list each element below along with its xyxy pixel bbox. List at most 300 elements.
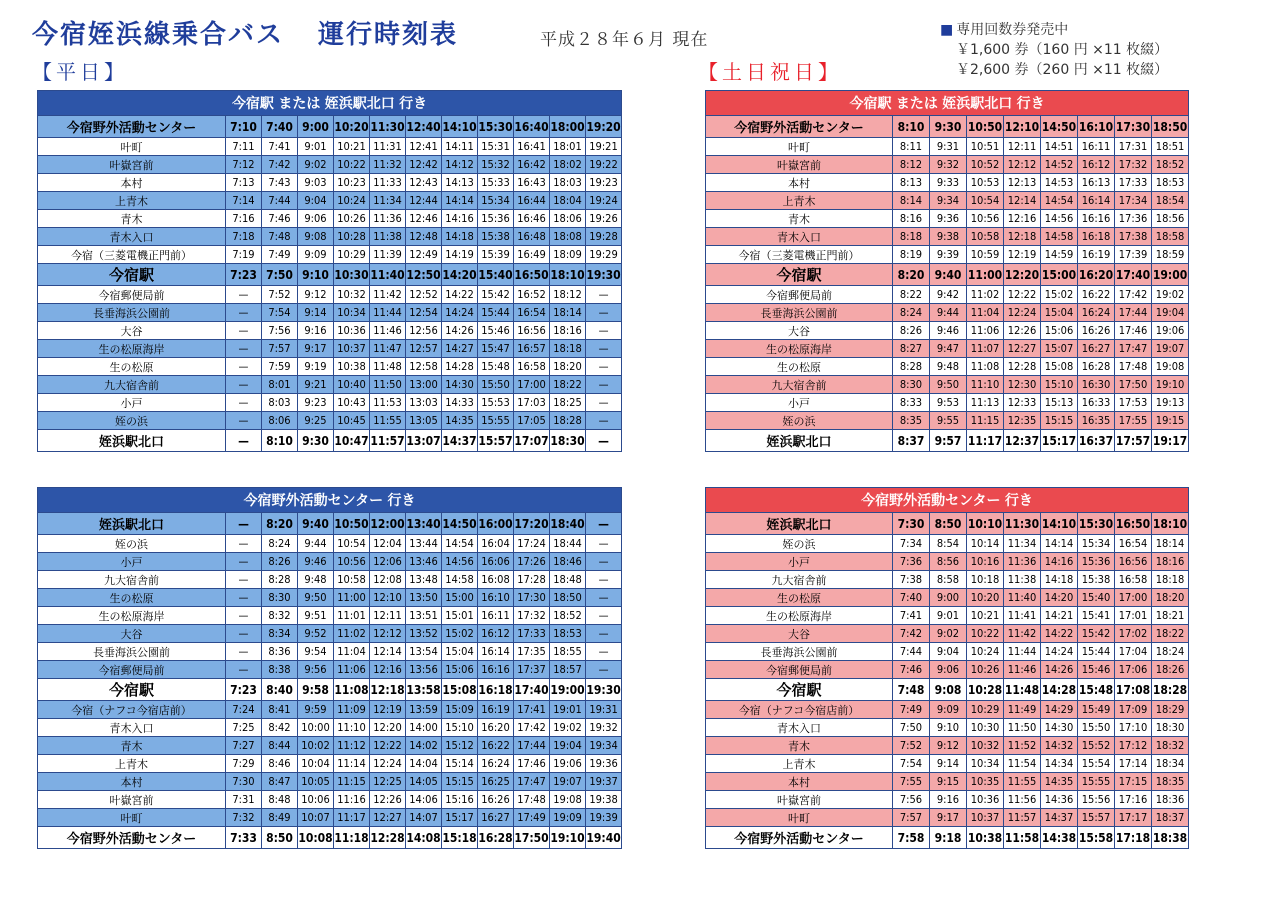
departure-time: 15:30: [1078, 513, 1115, 535]
timetable-row: [38, 210, 622, 228]
departure-time: 12:20: [370, 719, 406, 737]
departure-time: 18:48: [550, 571, 586, 589]
departure-time: —: [586, 340, 622, 358]
stop-name: 今宿駅: [38, 264, 226, 286]
timetable-row: [38, 701, 622, 719]
departure-time: 9:50: [930, 376, 967, 394]
stop-name: 生の松原: [38, 589, 226, 607]
departure-time: 15:55: [1078, 773, 1115, 791]
departure-time: 11:08: [334, 679, 370, 701]
departure-time: 8:28: [893, 358, 930, 376]
departure-time: 18:37: [1152, 809, 1189, 827]
departure-time: 18:10: [550, 264, 586, 286]
departure-time: 7:52: [893, 737, 930, 755]
departure-time: 7:48: [262, 228, 298, 246]
timetable-row: [706, 322, 1189, 340]
departure-time: 18:26: [1152, 661, 1189, 679]
departure-time: 14:54: [1041, 192, 1078, 210]
direction-header: 今宿駅 または 姪浜駅北口 行き: [706, 91, 1189, 116]
departure-time: 9:02: [930, 625, 967, 643]
departure-time: 7:54: [262, 304, 298, 322]
departure-time: 16:41: [514, 138, 550, 156]
departure-time: 18:38: [1152, 827, 1189, 849]
departure-time: 17:09: [1115, 701, 1152, 719]
departure-time: 15:41: [1078, 607, 1115, 625]
departure-time: 11:34: [1004, 535, 1041, 553]
page-title: [32, 14, 458, 51]
departure-time: 9:14: [298, 304, 334, 322]
weekday-label: 【平日】: [32, 60, 128, 84]
departure-time: 16:10: [478, 589, 514, 607]
departure-time: 9:30: [930, 116, 967, 138]
timetable-row: [38, 116, 622, 138]
departure-time: —: [226, 412, 262, 430]
timetable-row: [38, 304, 622, 322]
departure-time: 17:08: [1115, 679, 1152, 701]
departure-time: 16:33: [1078, 394, 1115, 412]
departure-time: 10:00: [298, 719, 334, 737]
departure-time: 17:32: [1115, 156, 1152, 174]
departure-time: 16:18: [478, 679, 514, 701]
departure-time: 13:40: [406, 513, 442, 535]
departure-time: 8:46: [262, 755, 298, 773]
stop-name: 今宿（ナフコ今宿店前）: [706, 701, 893, 719]
departure-time: 13:52: [406, 625, 442, 643]
departure-time: 11:57: [370, 430, 406, 452]
ticket-price-1: ￥1,600 券（160 円 ×11 枚綴）: [956, 42, 1169, 58]
departure-time: 11:42: [1004, 625, 1041, 643]
departure-time: 15:46: [1078, 661, 1115, 679]
departure-time: 12:24: [1004, 304, 1041, 322]
timetable-row: [706, 719, 1189, 737]
departure-time: 15:17: [442, 809, 478, 827]
departure-time: 19:24: [586, 192, 622, 210]
departure-time: 18:54: [1152, 192, 1189, 210]
departure-time: 8:42: [262, 719, 298, 737]
ticket-price-2: ￥2,600 券（260 円 ×11 枚綴）: [956, 62, 1169, 78]
departure-time: 9:01: [930, 607, 967, 625]
departure-time: 13:48: [406, 571, 442, 589]
timetable-row: [706, 535, 1189, 553]
departure-time: 15:34: [1078, 535, 1115, 553]
departure-time: 19:34: [586, 737, 622, 755]
departure-time: 17:30: [1115, 116, 1152, 138]
departure-time: 10:23: [334, 174, 370, 192]
departure-time: 9:57: [930, 430, 967, 452]
departure-time: —: [586, 412, 622, 430]
departure-time: 9:15: [930, 773, 967, 791]
departure-time: 17:06: [1115, 661, 1152, 679]
departure-time: 16:22: [1078, 286, 1115, 304]
departure-time: 17:01: [1115, 607, 1152, 625]
departure-time: 17:24: [514, 535, 550, 553]
stop-name: 長垂海浜公園前: [706, 304, 893, 322]
departure-time: —: [226, 661, 262, 679]
departure-time: 15:42: [478, 286, 514, 304]
departure-time: 16:58: [1115, 571, 1152, 589]
departure-time: 19:04: [550, 737, 586, 755]
departure-time: 15:13: [1041, 394, 1078, 412]
departure-time: 18:24: [1152, 643, 1189, 661]
departure-time: 7:41: [262, 138, 298, 156]
timetable-row: [706, 607, 1189, 625]
departure-time: —: [226, 430, 262, 452]
departure-time: 16:16: [478, 661, 514, 679]
departure-time: 7:46: [262, 210, 298, 228]
departure-time: 17:49: [514, 809, 550, 827]
departure-time: 8:40: [262, 679, 298, 701]
departure-time: 12:19: [370, 701, 406, 719]
departure-time: 18:14: [1152, 535, 1189, 553]
departure-time: 17:46: [514, 755, 550, 773]
departure-time: 19:30: [586, 264, 622, 286]
departure-time: —: [586, 322, 622, 340]
departure-time: 11:38: [370, 228, 406, 246]
timetable-row: [706, 809, 1189, 827]
stop-name: 叶町: [38, 138, 226, 156]
departure-time: 10:20: [334, 116, 370, 138]
departure-time: 10:29: [334, 246, 370, 264]
departure-time: 15:57: [1078, 809, 1115, 827]
departure-time: 19:39: [586, 809, 622, 827]
departure-time: 14:37: [442, 430, 478, 452]
timetable-row: [38, 376, 622, 394]
departure-time: 16:27: [1078, 340, 1115, 358]
departure-time: 19:22: [586, 156, 622, 174]
departure-time: 14:24: [1041, 643, 1078, 661]
departure-time: 11:16: [334, 791, 370, 809]
departure-time: 15:30: [478, 116, 514, 138]
departure-time: 15:52: [1078, 737, 1115, 755]
departure-time: —: [586, 376, 622, 394]
departure-time: 9:10: [930, 719, 967, 737]
departure-time: 8:34: [262, 625, 298, 643]
departure-time: 10:56: [334, 553, 370, 571]
departure-time: 13:00: [406, 376, 442, 394]
departure-time: 14:36: [1041, 791, 1078, 809]
departure-time: 17:42: [514, 719, 550, 737]
departure-time: 18:35: [1152, 773, 1189, 791]
departure-time: 12:16: [1004, 210, 1041, 228]
departure-time: 13:59: [406, 701, 442, 719]
departure-time: —: [226, 513, 262, 535]
departure-time: 18:51: [1152, 138, 1189, 156]
departure-time: 7:25: [226, 719, 262, 737]
departure-time: 14:20: [442, 264, 478, 286]
departure-time: 18:30: [550, 430, 586, 452]
departure-time: 10:37: [334, 340, 370, 358]
timetable-row: [706, 827, 1189, 849]
departure-time: 9:06: [298, 210, 334, 228]
departure-time: 10:29: [967, 701, 1004, 719]
departure-time: 14:50: [442, 513, 478, 535]
departure-time: 13:46: [406, 553, 442, 571]
departure-time: 19:26: [586, 210, 622, 228]
departure-time: 16:44: [514, 192, 550, 210]
stop-name: 本村: [38, 773, 226, 791]
departure-time: 10:04: [298, 755, 334, 773]
departure-time: 11:53: [370, 394, 406, 412]
departure-time: 12:19: [1004, 246, 1041, 264]
departure-time: 11:44: [370, 304, 406, 322]
departure-time: 18:08: [550, 228, 586, 246]
departure-time: 15:01: [442, 607, 478, 625]
departure-time: 7:18: [226, 228, 262, 246]
departure-time: 9:10: [298, 264, 334, 286]
departure-time: 13:03: [406, 394, 442, 412]
stop-name: 生の松原: [706, 589, 893, 607]
departure-time: 18:28: [1152, 679, 1189, 701]
departure-time: 12:30: [1004, 376, 1041, 394]
departure-time: 15:00: [1041, 264, 1078, 286]
departure-time: 8:33: [893, 394, 930, 412]
departure-time: 9:02: [298, 156, 334, 174]
departure-time: 14:08: [406, 827, 442, 849]
departure-time: 11:40: [370, 264, 406, 286]
departure-time: 8:06: [262, 412, 298, 430]
timetable-row: [706, 358, 1189, 376]
departure-time: 18:22: [1152, 625, 1189, 643]
ticket-heading: ■ 専用回数券発売中: [940, 20, 1168, 40]
departure-time: 7:58: [893, 827, 930, 849]
departure-time: 11:49: [1004, 701, 1041, 719]
departure-time: 18:21: [1152, 607, 1189, 625]
departure-time: 9:08: [298, 228, 334, 246]
departure-time: 10:14: [967, 535, 1004, 553]
departure-time: 9:12: [298, 286, 334, 304]
departure-time: 11:56: [1004, 791, 1041, 809]
departure-time: 13:50: [406, 589, 442, 607]
departure-time: 12:56: [406, 322, 442, 340]
stop-name: 上青木: [38, 755, 226, 773]
departure-time: 19:10: [550, 827, 586, 849]
departure-time: —: [226, 322, 262, 340]
departure-time: 9:04: [298, 192, 334, 210]
departure-time: 9:03: [298, 174, 334, 192]
timetable-row: [706, 286, 1189, 304]
departure-time: 9:51: [298, 607, 334, 625]
departure-time: 15:16: [442, 791, 478, 809]
departure-time: 14:27: [442, 340, 478, 358]
departure-time: 17:38: [1115, 228, 1152, 246]
departure-time: 9:36: [930, 210, 967, 228]
departure-time: 19:10: [1152, 376, 1189, 394]
departure-time: 7:29: [226, 755, 262, 773]
departure-time: 12:35: [1004, 412, 1041, 430]
departure-time: 10:38: [334, 358, 370, 376]
departure-time: 15:17: [1041, 430, 1078, 452]
departure-time: 11:48: [370, 358, 406, 376]
departure-time: 15:42: [1078, 625, 1115, 643]
departure-time: 14:26: [442, 322, 478, 340]
stop-name: 叶嶽宮前: [706, 156, 893, 174]
departure-time: 15:57: [478, 430, 514, 452]
departure-time: 19:15: [1152, 412, 1189, 430]
departure-time: 9:34: [930, 192, 967, 210]
departure-time: 16:00: [478, 513, 514, 535]
departure-time: 18:55: [550, 643, 586, 661]
departure-time: 17:00: [514, 376, 550, 394]
departure-time: 17:12: [1115, 737, 1152, 755]
stop-name: 生の松原: [38, 358, 226, 376]
departure-time: 12:27: [370, 809, 406, 827]
departure-time: 11:36: [370, 210, 406, 228]
departure-time: 12:52: [406, 286, 442, 304]
departure-time: 11:00: [967, 264, 1004, 286]
stop-name: 叶町: [706, 809, 893, 827]
departure-time: 19:07: [550, 773, 586, 791]
stop-name: 本村: [706, 773, 893, 791]
timetable-row: [706, 116, 1189, 138]
departure-time: 17:04: [1115, 643, 1152, 661]
timetable-row: [38, 430, 622, 452]
timetable-row: [706, 210, 1189, 228]
stop-name: 今宿郵便局前: [706, 661, 893, 679]
departure-time: 10:32: [334, 286, 370, 304]
departure-time: 19:20: [586, 116, 622, 138]
departure-time: 7:56: [893, 791, 930, 809]
stop-name: 今宿野外活動センター: [38, 827, 226, 849]
stop-name: 上青木: [38, 192, 226, 210]
departure-time: 18:59: [1152, 246, 1189, 264]
departure-time: 15:34: [478, 192, 514, 210]
departure-time: 9:25: [298, 412, 334, 430]
departure-time: —: [586, 553, 622, 571]
departure-time: 11:34: [370, 192, 406, 210]
timetable-row: [706, 340, 1189, 358]
departure-time: 10:45: [334, 412, 370, 430]
departure-time: 9:40: [930, 264, 967, 286]
departure-time: 16:30: [1078, 376, 1115, 394]
departure-time: 14:34: [1041, 755, 1078, 773]
stop-name: 九大宿舎前: [38, 376, 226, 394]
departure-time: 19:38: [586, 791, 622, 809]
departure-time: 14:51: [1041, 138, 1078, 156]
departure-time: 7:32: [226, 809, 262, 827]
departure-time: 19:36: [586, 755, 622, 773]
departure-time: —: [226, 304, 262, 322]
departure-time: 9:06: [930, 661, 967, 679]
departure-time: 16:10: [1078, 116, 1115, 138]
departure-time: 18:44: [550, 535, 586, 553]
departure-time: 11:17: [334, 809, 370, 827]
departure-time: 19:17: [1152, 430, 1189, 452]
departure-time: 15:32: [478, 156, 514, 174]
departure-time: 19:06: [1152, 322, 1189, 340]
departure-time: 11:55: [1004, 773, 1041, 791]
departure-time: 8:01: [262, 376, 298, 394]
departure-time: 10:22: [967, 625, 1004, 643]
departure-time: 15:07: [1041, 340, 1078, 358]
departure-time: 18:16: [550, 322, 586, 340]
departure-time: 10:24: [334, 192, 370, 210]
stop-name: 小戸: [706, 394, 893, 412]
stop-name: 今宿（ナフコ今宿店前）: [38, 701, 226, 719]
departure-time: 10:26: [967, 661, 1004, 679]
departure-time: 11:07: [967, 340, 1004, 358]
departure-time: 10:40: [334, 376, 370, 394]
departure-time: 12:11: [370, 607, 406, 625]
departure-time: 10:30: [967, 719, 1004, 737]
departure-time: 17:48: [1115, 358, 1152, 376]
timetable-row: [38, 791, 622, 809]
departure-time: 16:25: [478, 773, 514, 791]
departure-time: 17:55: [1115, 412, 1152, 430]
departure-time: 12:54: [406, 304, 442, 322]
timetable-row: [38, 773, 622, 791]
timetable-row: [706, 737, 1189, 755]
departure-time: 10:05: [298, 773, 334, 791]
departure-time: 15:15: [442, 773, 478, 791]
departure-time: 9:32: [930, 156, 967, 174]
departure-time: —: [226, 643, 262, 661]
departure-time: —: [586, 430, 622, 452]
departure-time: —: [226, 589, 262, 607]
departure-time: 10:51: [967, 138, 1004, 156]
departure-time: 18:30: [1152, 719, 1189, 737]
departure-time: 9:48: [298, 571, 334, 589]
departure-time: 10:08: [298, 827, 334, 849]
departure-time: 10:54: [334, 535, 370, 553]
departure-time: 19:28: [586, 228, 622, 246]
departure-time: 11:46: [370, 322, 406, 340]
departure-time: 15:46: [478, 322, 514, 340]
departure-time: —: [226, 286, 262, 304]
departure-time: 15:48: [478, 358, 514, 376]
departure-time: —: [226, 625, 262, 643]
departure-time: 14:22: [442, 286, 478, 304]
departure-time: 8:11: [893, 138, 930, 156]
departure-time: 19:32: [586, 719, 622, 737]
timetable-row: [706, 412, 1189, 430]
departure-time: 14:10: [442, 116, 478, 138]
departure-time: 8:13: [893, 174, 930, 192]
departure-time: —: [586, 304, 622, 322]
departure-time: 16:06: [478, 553, 514, 571]
departure-time: 9:00: [298, 116, 334, 138]
departure-time: 11:47: [370, 340, 406, 358]
stop-name: 今宿駅: [38, 679, 226, 701]
departure-time: 17:00: [1115, 589, 1152, 607]
departure-time: 10:37: [967, 809, 1004, 827]
departure-time: —: [586, 607, 622, 625]
stop-name: 大谷: [38, 322, 226, 340]
direction-header: 今宿野外活動センター 行き: [706, 488, 1189, 513]
departure-time: 9:18: [930, 827, 967, 849]
departure-time: 16:50: [514, 264, 550, 286]
departure-time: 8:20: [262, 513, 298, 535]
timetable-row: [706, 228, 1189, 246]
departure-time: 9:44: [930, 304, 967, 322]
stop-name: 姪の浜: [38, 412, 226, 430]
departure-time: 14:56: [1041, 210, 1078, 228]
departure-time: 10:47: [334, 430, 370, 452]
departure-time: 16:14: [1078, 192, 1115, 210]
departure-time: 14:28: [1041, 679, 1078, 701]
departure-time: 14:02: [406, 737, 442, 755]
departure-time: 12:14: [1004, 192, 1041, 210]
departure-time: 19:02: [550, 719, 586, 737]
departure-time: 13:05: [406, 412, 442, 430]
departure-time: 15:04: [442, 643, 478, 661]
departure-time: 14:07: [406, 809, 442, 827]
departure-time: 11:00: [334, 589, 370, 607]
departure-time: 8:12: [893, 156, 930, 174]
departure-time: 19:07: [1152, 340, 1189, 358]
departure-time: 16:57: [514, 340, 550, 358]
departure-time: 12:20: [1004, 264, 1041, 286]
stop-name: 生の松原海岸: [706, 340, 893, 358]
